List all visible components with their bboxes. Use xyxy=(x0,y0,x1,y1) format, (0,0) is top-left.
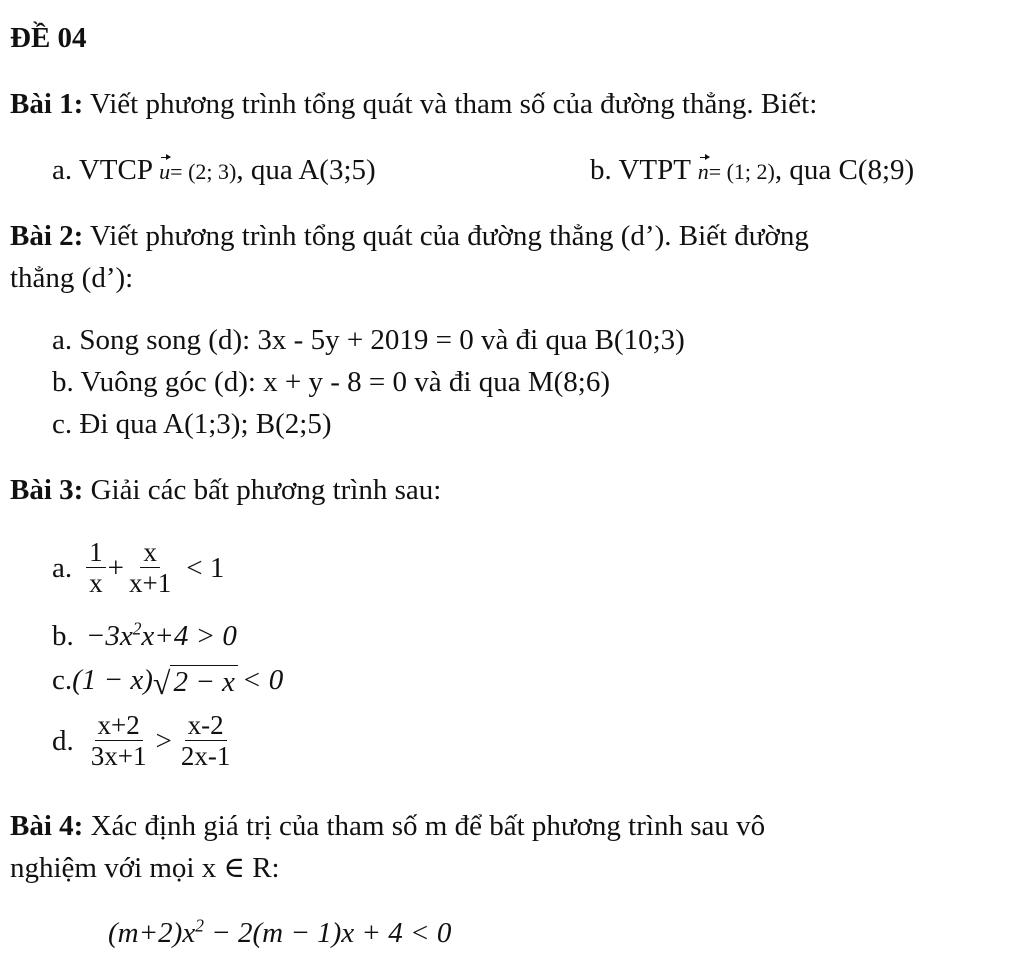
bai1-b-prefix: b. VTPT xyxy=(590,154,698,186)
vector-u: u xyxy=(159,154,170,190)
bai4-text-line2: nghiệm với mọi x ∈ R: xyxy=(10,852,280,884)
bai3-b-exponent: 2 xyxy=(132,618,142,639)
bai3-c-label: c. xyxy=(52,664,73,696)
bai2-text-line1: Viết phương trình tổng quát của đường thẳng (d’). Biết đường xyxy=(83,220,809,252)
bai1-b-value: = (1; 2) xyxy=(708,159,775,184)
bai3-c-rhs: < 0 xyxy=(241,664,284,696)
bai3-item-b xyxy=(52,618,237,654)
bai2-item-b: b. Vuông góc (d): x + y - 8 = 0 và đi qua M(8;6) xyxy=(52,366,610,398)
radical-sign-icon: √ xyxy=(152,665,171,701)
bai3-b-expr-post: x+4 > 0 xyxy=(141,620,237,652)
fraction-numerator: x+2 xyxy=(95,710,143,741)
bai3-label: Bài 3: xyxy=(10,474,84,506)
page-title: ĐỀ 04 xyxy=(10,22,87,54)
bai4-eq-post: − 2(m − 1)x + 4 < 0 xyxy=(203,917,452,949)
bai3-text: Giải các bất phương trình sau: xyxy=(83,474,442,506)
bai4-equation xyxy=(108,915,451,951)
bai1-item-a xyxy=(52,152,376,190)
bai2-item-a: a. Song song (d): 3x - 5y + 2019 = 0 và đi qua B(10;3) xyxy=(52,324,685,356)
bai4-eq-exponent: 2 xyxy=(195,915,204,936)
bai1-a-prefix: a. VTCP xyxy=(52,154,160,186)
bai4-text-line1: Xác định giá trị của tham số m để bất phương trình sau vô xyxy=(83,810,766,842)
fraction-1-over-x xyxy=(86,537,106,598)
bai3-item-d xyxy=(52,710,235,771)
plus-sign: + xyxy=(107,551,124,584)
bai3-item-c xyxy=(52,662,284,701)
bai2-item-c: c. Đi qua A(1;3); B(2;5) xyxy=(52,408,332,440)
fraction-denominator: x+1 xyxy=(128,568,172,598)
bai4-label: Bài 4: xyxy=(10,810,84,842)
square-root xyxy=(152,665,238,701)
fraction-numerator: x-2 xyxy=(185,710,227,741)
bai2-label: Bài 2: xyxy=(10,220,84,252)
fraction-denominator: 3x+1 xyxy=(90,741,147,771)
fraction-x-over-x-plus-1 xyxy=(126,537,174,598)
bai2-heading xyxy=(10,218,809,254)
radicand: 2 − x xyxy=(170,665,237,698)
bai3-item-a xyxy=(52,537,224,598)
bai3-a-rhs: < 1 xyxy=(186,551,225,584)
bai3-a-label: a. xyxy=(52,551,73,584)
bai1-b-suffix: , qua C(8;9) xyxy=(774,154,915,186)
fraction-denominator: x xyxy=(89,568,103,598)
fraction-numerator: 1 xyxy=(86,537,106,568)
bai3-c-expr-pre: (1 − x) xyxy=(72,664,153,696)
bai1-label: Bài 1: xyxy=(10,88,84,120)
fraction-x-plus-2-over-3x-plus-1 xyxy=(88,710,150,771)
bai1-item-b xyxy=(590,152,914,190)
bai1-a-value: = (2; 3) xyxy=(170,159,237,184)
bai4-eq-pre: (m+2)x xyxy=(108,917,196,949)
bai2-text-line2: thẳng (d’): xyxy=(10,262,134,294)
greater-than-sign: > xyxy=(155,724,172,757)
fraction-numerator: x xyxy=(140,537,160,568)
fraction-denominator: 2x-1 xyxy=(180,741,231,771)
bai1-text: Viết phương trình tổng quát và tham số của đường thẳng. Biết: xyxy=(83,88,818,120)
fraction-x-minus-2-over-2x-minus-1 xyxy=(178,710,234,771)
bai1-heading xyxy=(10,86,817,122)
bai3-heading xyxy=(10,472,441,508)
bai3-b-expr-pre: −3x xyxy=(85,620,133,652)
bai3-b-label: b. xyxy=(52,620,74,652)
bai4-heading xyxy=(10,808,765,844)
bai1-a-suffix: , qua A(3;5) xyxy=(236,154,376,186)
bai3-d-label: d. xyxy=(52,724,74,757)
vector-n: n xyxy=(698,154,709,190)
